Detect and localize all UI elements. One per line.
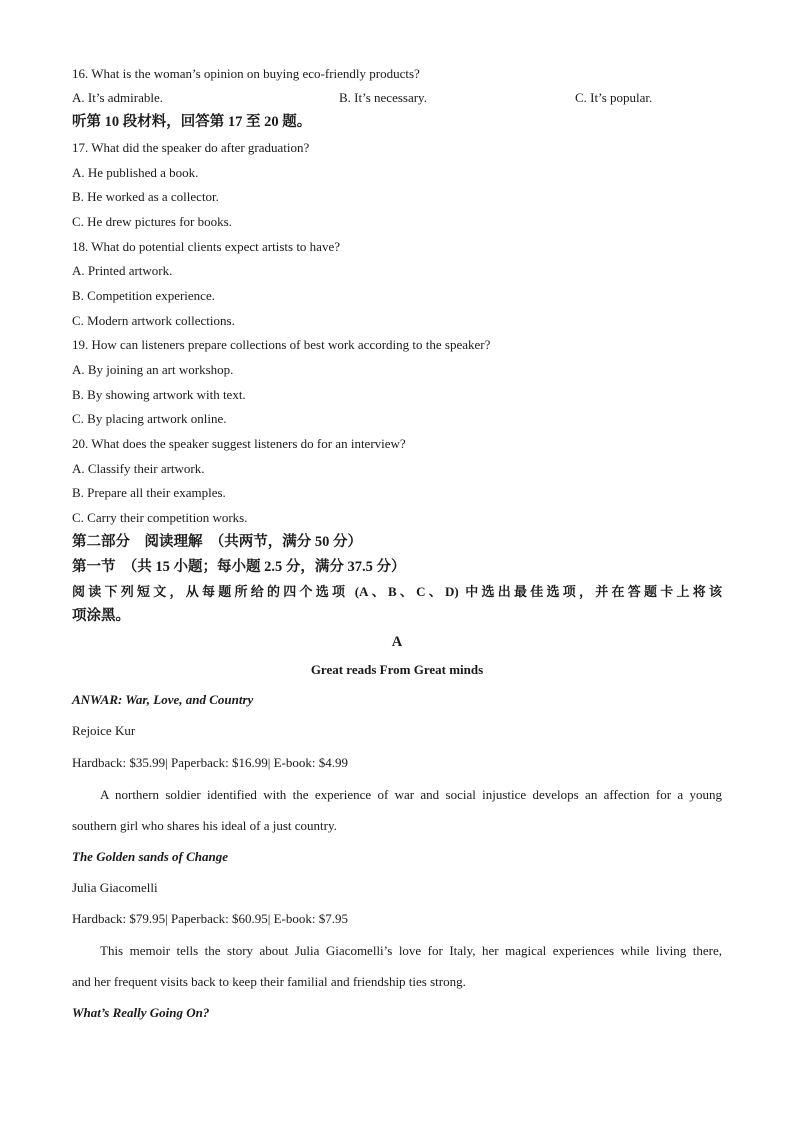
question-17: 17. What did the speaker do after graduation? (72, 140, 310, 155)
instructions-line-1: 阅读下列短文，从每题所给的四个选项 (A、B、C、D) 中选出最佳选项，并在答题卡上将该 (72, 584, 722, 599)
q16-option-c: C. It’s popular. (575, 90, 653, 105)
book-1-description-line-1: A northern soldier identified with the experience of war and social injustice develops an affection for a young (100, 787, 722, 802)
book-2-description-line-2: and her frequent visits back to keep their familial and friendship ties strong. (72, 974, 466, 989)
section-10-heading: 听第 10 段材料，回答第 17 至 20 题。 (72, 114, 312, 130)
book-2-description-line-1: This memoir tells the story about Julia Giacomelli’s love for Italy, her magical experiences while living there, (100, 943, 722, 958)
book-1-title: ANWAR: War, Love, and Country (72, 692, 254, 707)
q18-option-b: B. Competition experience. (72, 288, 215, 303)
book-2-author: Julia Giacomelli (72, 880, 158, 895)
instructions-line-2: 项涂黑。 (72, 608, 130, 624)
book-2-title: The Golden sands of Change (72, 849, 229, 864)
question-20: 20. What does the speaker suggest listeners do for an interview? (72, 436, 406, 451)
section-1-heading: 第一节 （共 15 小题；每小题 2.5 分，满分 37.5 分） (72, 559, 406, 575)
book-2-prices: Hardback: $79.95| Paperback: $60.95| E-book: $7.95 (72, 911, 348, 926)
part-2-heading: 第二部分 阅读理解 （共两节，满分 50 分） (72, 534, 362, 550)
book-1-prices: Hardback: $35.99| Paperback: $16.99| E-book: $4.99 (72, 755, 348, 770)
question-19: 19. How can listeners prepare collections of best work according to the speaker? (72, 337, 491, 352)
q17-option-c: C. He drew pictures for books. (72, 214, 232, 229)
q17-option-a: A. He published a book. (72, 165, 199, 180)
book-1-author: Rejoice Kur (72, 723, 136, 738)
q19-option-c: C. By placing artwork online. (72, 411, 227, 426)
q18-option-c: C. Modern artwork collections. (72, 313, 235, 328)
question-16: 16. What is the woman’s opinion on buying eco-friendly products? (72, 66, 420, 81)
passage-letter: A (391, 634, 403, 650)
q18-option-a: A. Printed artwork. (72, 263, 173, 278)
q20-option-b: B. Prepare all their examples. (72, 485, 226, 500)
q19-option-b: B. By showing artwork with text. (72, 387, 246, 402)
question-18: 18. What do potential clients expect artists to have? (72, 239, 340, 254)
q16-option-b: B. It’s necessary. (339, 90, 427, 105)
q20-option-a: A. Classify their artwork. (72, 461, 205, 476)
passage-title: Great reads From Great minds (310, 662, 484, 677)
q20-option-c: C. Carry their competition works. (72, 510, 248, 525)
q19-option-a: A. By joining an art workshop. (72, 362, 234, 377)
q16-option-a: A. It’s admirable. (72, 90, 163, 105)
book-1-description-line-2: southern girl who shares his ideal of a just country. (72, 818, 337, 833)
book-3-title: What’s Really Going On? (72, 1005, 210, 1020)
q17-option-b: B. He worked as a collector. (72, 189, 219, 204)
